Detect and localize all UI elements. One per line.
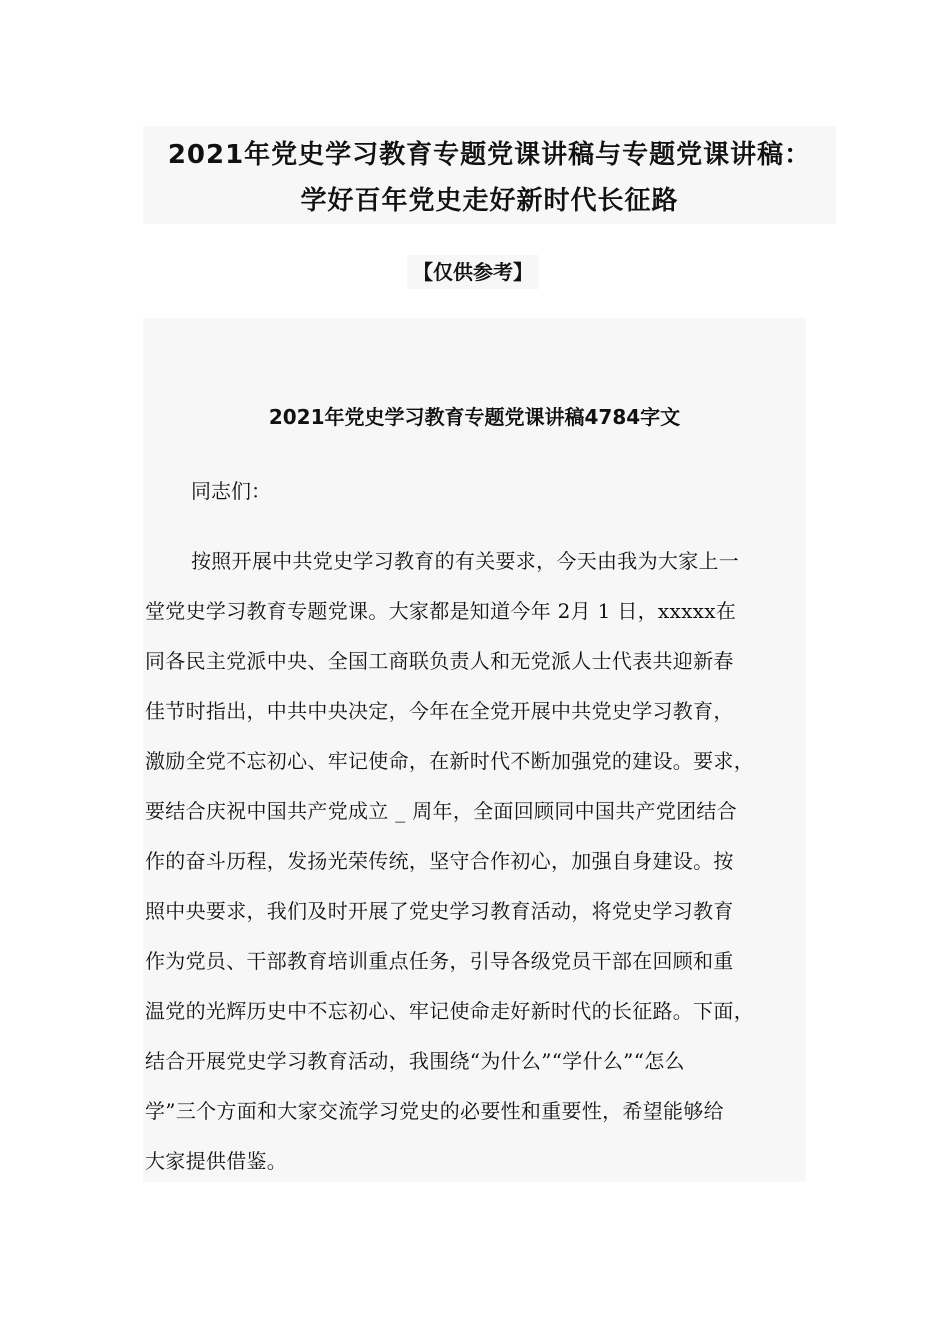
reference-note: 【仅供参考】: [407, 255, 539, 289]
paragraph-line: 要结合庆祝中国共产党成立 _ 周年，全面回顾同中国共产党团结合: [145, 799, 738, 823]
speech-subtitle: 2021年党史学习教育专题党课讲稿4784字文: [268, 405, 681, 429]
paragraph-line: 同各民主党派中央、全国工商联负责人和无党派人士代表共迎新春: [145, 649, 734, 673]
paragraph-line: 作为党员、干部教育培训重点任务，引导各级党员干部在回顾和重: [145, 949, 734, 973]
paragraph-line: 结合开展党史学习教育活动，我围绕“为什么”“学什么”“怎么: [145, 1049, 685, 1073]
paragraph-line: 作的奋斗历程，发扬光荣传统，坚守合作初心，加强自身建设。按: [145, 849, 734, 873]
content-block: [143, 318, 806, 1182]
document-title-line-1: 2021年党史学习教育专题党课讲稿与专题党课讲稿：: [167, 140, 812, 170]
paragraph-line: 学”三个方面和大家交流学习党史的必要性和重要性，希望能够给: [145, 1099, 724, 1123]
paragraph-line: 激励全党不忘初心、牢记使命，在新时代不断加强党的建设。要求，: [145, 749, 754, 773]
paragraph-line: 温党的光辉历史中不忘初心、牢记使命走好新时代的长征路。下面，: [145, 999, 754, 1023]
paragraph-line: 按照开展中共党史学习教育的有关要求，今天由我为大家上一: [191, 549, 740, 573]
title-block: [143, 126, 836, 224]
document-title-line-2: 学好百年党史走好新时代长征路: [300, 186, 679, 216]
paragraph-line: 堂党史学习教育专题党课。大家都是知道今年 2月 1 日，xxxxx在: [145, 599, 737, 623]
paragraph-line: 佳节时指出，中共中央决定，今年在全党开展中共党史学习教育，: [145, 699, 734, 723]
paragraph-line: 照中央要求，我们及时开展了党史学习教育活动，将党史学习教育: [145, 899, 734, 923]
paragraph-line: 大家提供借鉴。: [145, 1149, 288, 1173]
greeting: 同志们：: [191, 479, 271, 503]
